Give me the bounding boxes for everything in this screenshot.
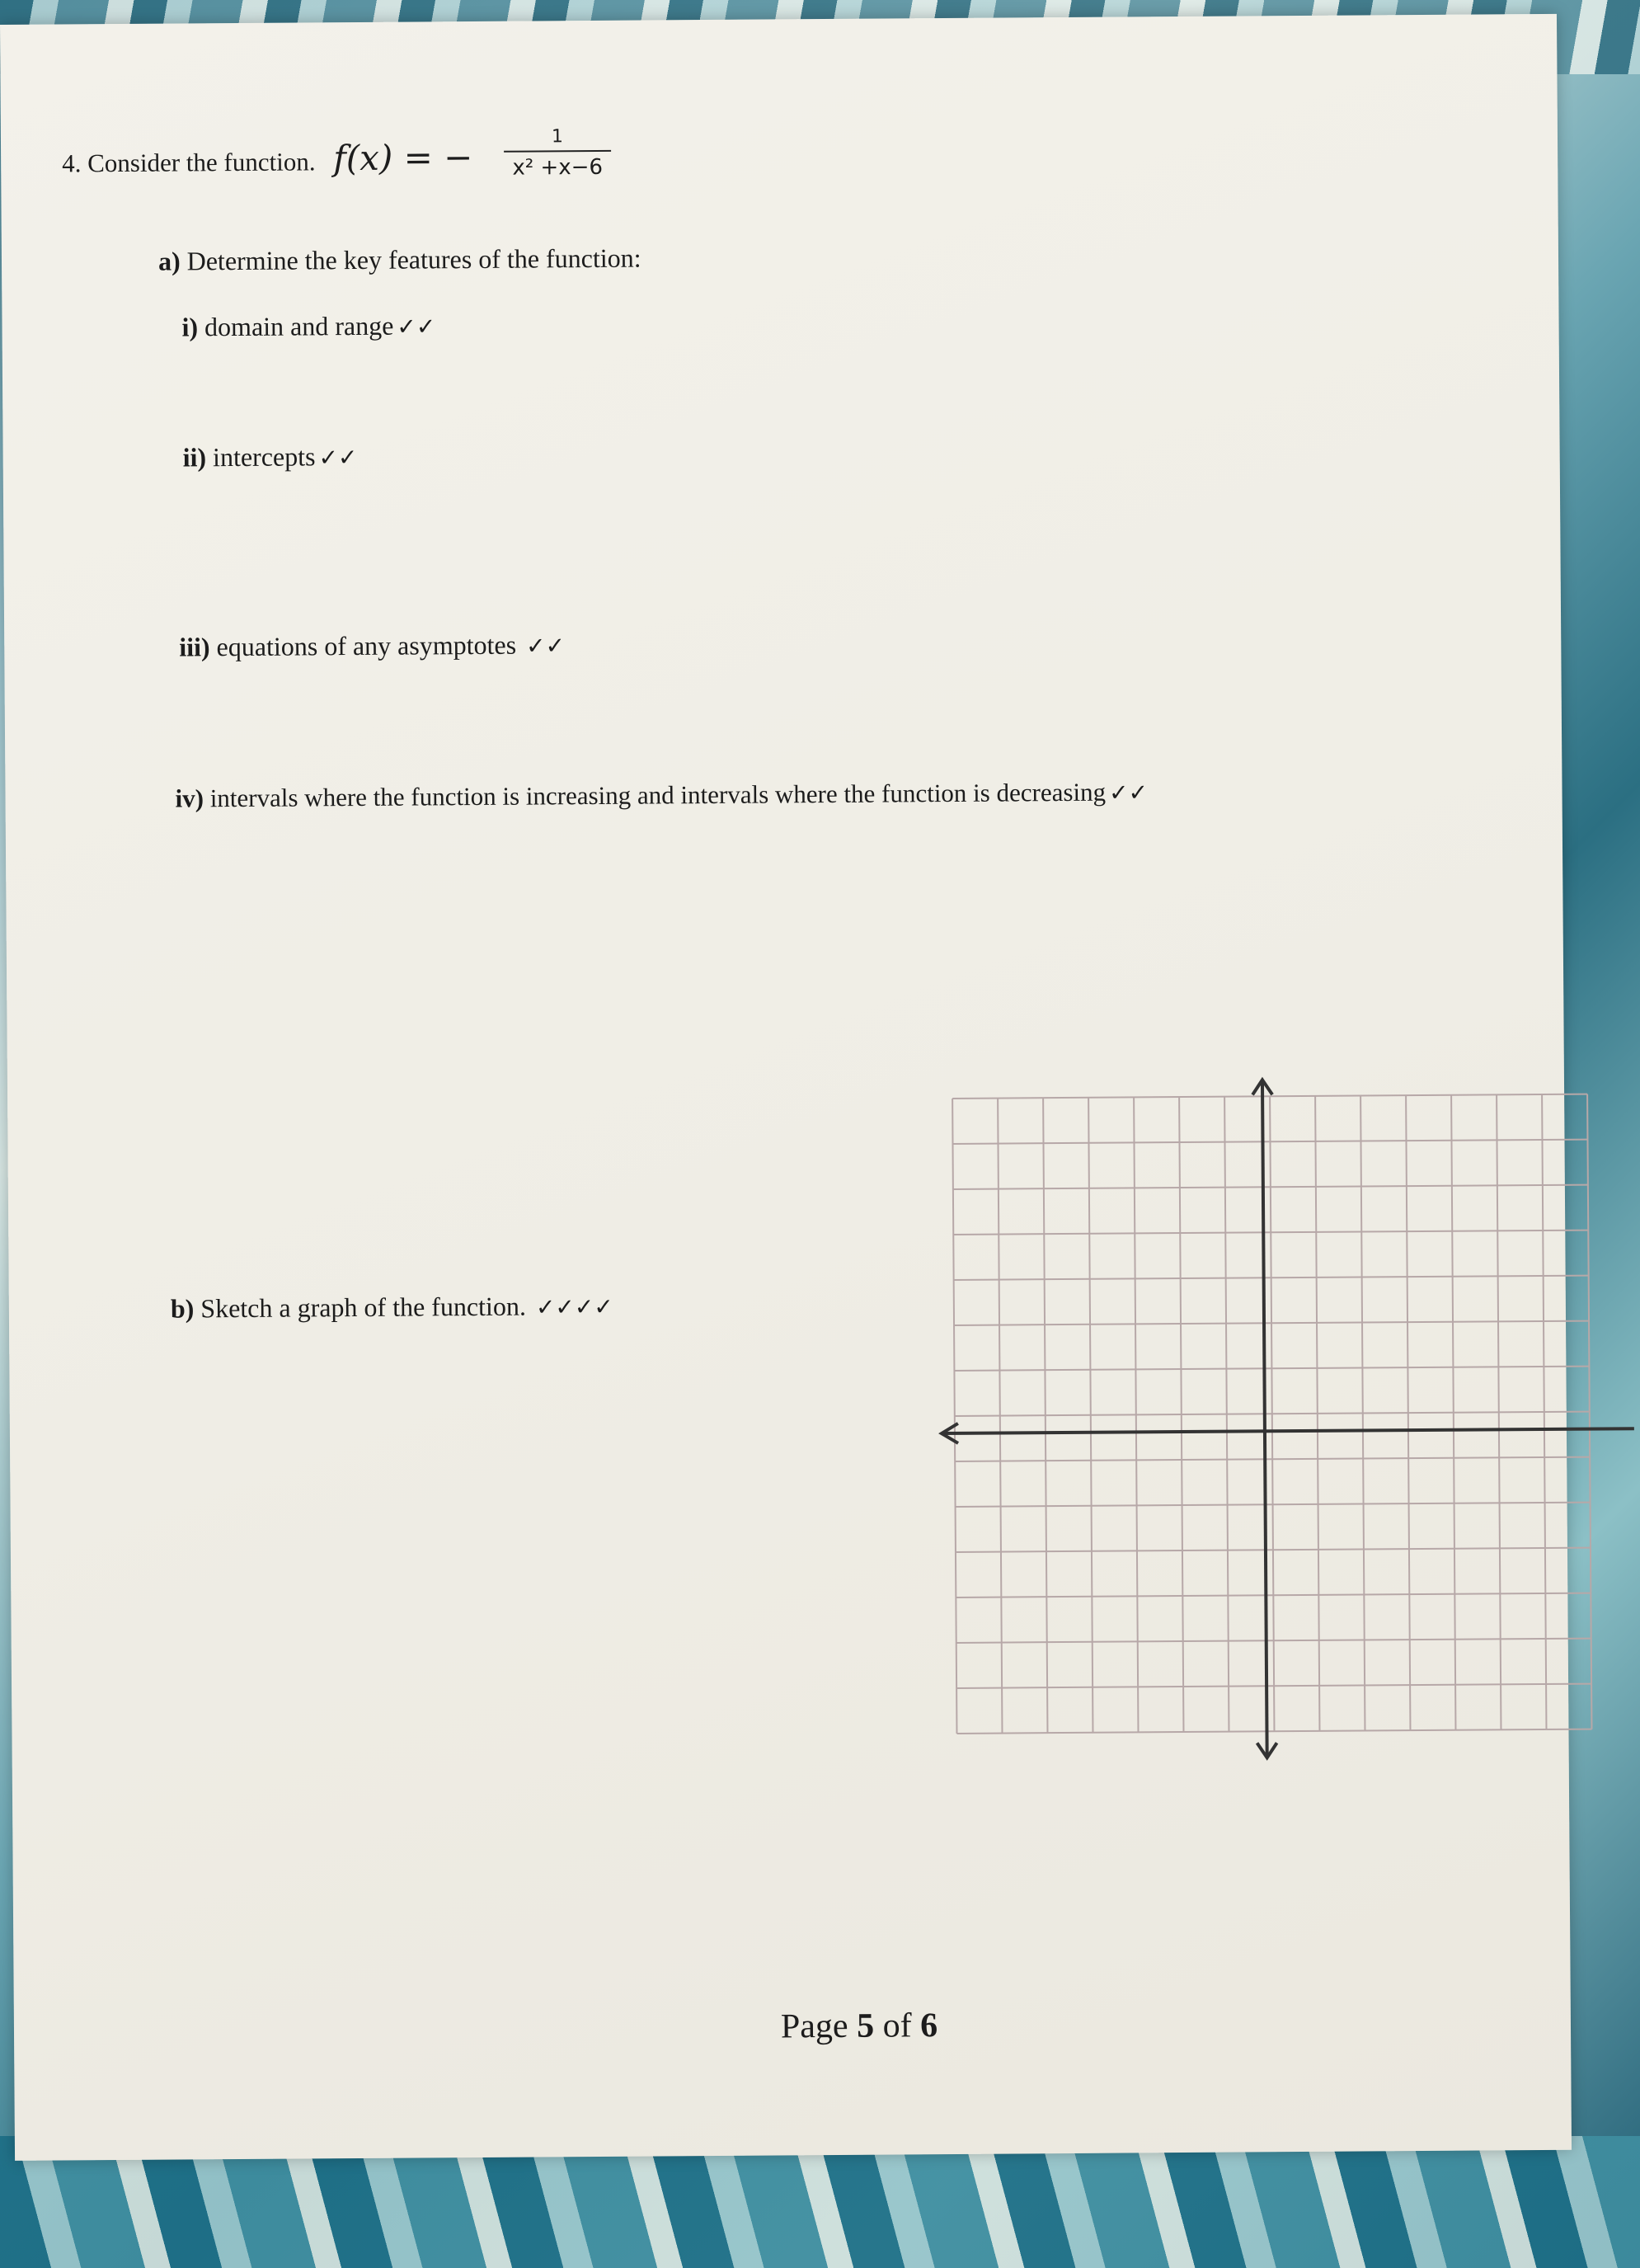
item-label: i) <box>181 312 199 342</box>
fraction-numerator: 1 <box>551 126 564 148</box>
item-asymptotes <box>179 629 565 662</box>
item-label: iii) <box>179 632 210 662</box>
grid-lines <box>952 1094 1591 1734</box>
worksheet-page <box>0 14 1572 2161</box>
question-line <box>62 137 473 180</box>
item-intercepts <box>183 441 358 473</box>
page-number: 5 <box>856 2007 875 2045</box>
page-footer <box>781 2006 937 2046</box>
part-b-text: Sketch a graph of the function. <box>200 1291 526 1324</box>
item-domain-range <box>181 310 435 342</box>
item-label: ii) <box>182 442 207 473</box>
check-marks-icon: ✓✓ <box>525 632 566 660</box>
item-text: intercepts <box>212 441 316 473</box>
part-b-heading <box>171 1291 613 1325</box>
item-text: domain and range <box>204 310 394 342</box>
part-b-label: b) <box>170 1293 195 1324</box>
coordinate-grid-svg <box>923 1061 1637 1775</box>
part-a-text: Determine the key features of the function: <box>186 242 641 276</box>
check-marks-icon: ✓✓ <box>1108 779 1149 807</box>
check-marks-icon: ✓✓✓✓ <box>535 1292 613 1321</box>
part-a-label: a) <box>157 246 181 276</box>
y-axis <box>1262 1081 1267 1756</box>
page-word: Page <box>780 2007 848 2046</box>
item-text: equations of any asymptotes <box>216 629 517 662</box>
blank-coordinate-grid <box>923 1061 1637 1775</box>
item-text: intervals where the function is increasing and intervals where the function is decreasing <box>209 777 1107 813</box>
item-label: iv) <box>175 783 204 813</box>
function-fraction <box>504 126 611 181</box>
check-marks-icon: ✓✓ <box>397 313 436 341</box>
check-marks-icon: ✓✓ <box>318 443 358 472</box>
question-prefix: 4. Consider the function. <box>62 147 316 178</box>
fraction-denominator: x² +x−6 <box>512 154 604 181</box>
of-word: of <box>882 2007 912 2045</box>
page-total: 6 <box>919 2007 938 2045</box>
part-a-heading <box>158 243 641 277</box>
function-lhs: f(x) = − <box>333 137 473 179</box>
item-intervals <box>175 777 1148 813</box>
